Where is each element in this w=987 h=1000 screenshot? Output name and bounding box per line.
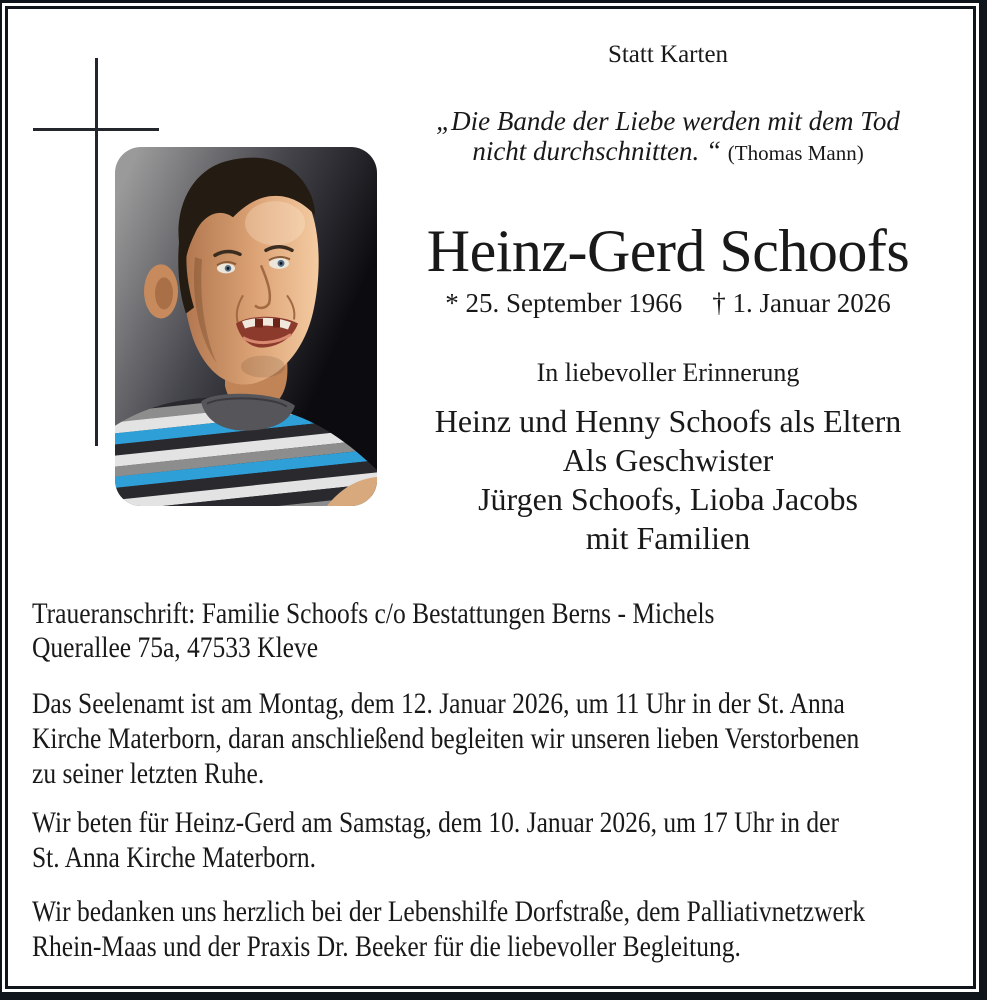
text-line: Rhein-Maas und der Praxis Dr. Beeker für die liebevoller Begleitung. [32, 930, 741, 963]
address-paragraph [32, 597, 984, 665]
portrait-illustration [115, 147, 377, 506]
text-line: Wir bedanken uns herzlich bei der Lebenshilfe Dorfstraße, dem Palliativnetzwerk [32, 895, 866, 928]
death-date: † 1. Januar 2026 [712, 288, 891, 318]
mourner-line: mit Familien [585, 520, 751, 556]
portrait-photo [115, 147, 377, 506]
deceased-name: Heinz-Gerd Schoofs [426, 218, 910, 284]
statt-karten-label: Statt Karten [607, 41, 729, 68]
cross-horizontal-bar [33, 128, 159, 131]
text-line: zu seiner letzten Ruhe. [32, 757, 265, 790]
mourner-line: Jürgen Schoofs, Lioba Jacobs [478, 481, 858, 517]
quote-attribution: (Thomas Mann) [727, 141, 864, 165]
memory-heading: In liebevoller Erinnerung [536, 358, 800, 387]
mourner-line: Heinz und Henny Schoofs als Eltern [434, 403, 902, 439]
text-line: Kirche Materborn, daran anschließend begleiten wir unseren lieben Verstorbenen [32, 722, 860, 755]
text-line: Querallee 75a, 47533 Kleve [32, 631, 319, 664]
mourner-line: Als Geschwister [562, 442, 774, 478]
service-paragraph [32, 686, 984, 791]
quote-line: „Die Bande der Liebe werden mit dem Tod [436, 106, 900, 136]
cross-vertical-bar [95, 58, 98, 446]
birth-date: * 25. September 1966 [445, 288, 683, 318]
mourners-list [348, 402, 987, 558]
quote-line-text: nicht durchschnitten. “ [472, 136, 722, 166]
text-line: Das Seelenamt ist am Montag, dem 12. Januar 2026, um 11 Uhr in der St. Anna [32, 687, 845, 720]
text-line: Traueranschrift: Familie Schoofs c/o Bestattungen Berns - Michels [32, 597, 715, 630]
text-line: St. Anna Kirche Materborn. [32, 841, 316, 874]
prayer-paragraph [32, 805, 984, 875]
thanks-paragraph [32, 894, 984, 964]
quote-block [348, 106, 987, 168]
life-dates [348, 287, 987, 319]
text-line: Wir beten für Heinz-Gerd am Samstag, dem 10. Januar 2026, um 17 Uhr in der [32, 806, 839, 839]
quote-line-2 [348, 136, 987, 168]
